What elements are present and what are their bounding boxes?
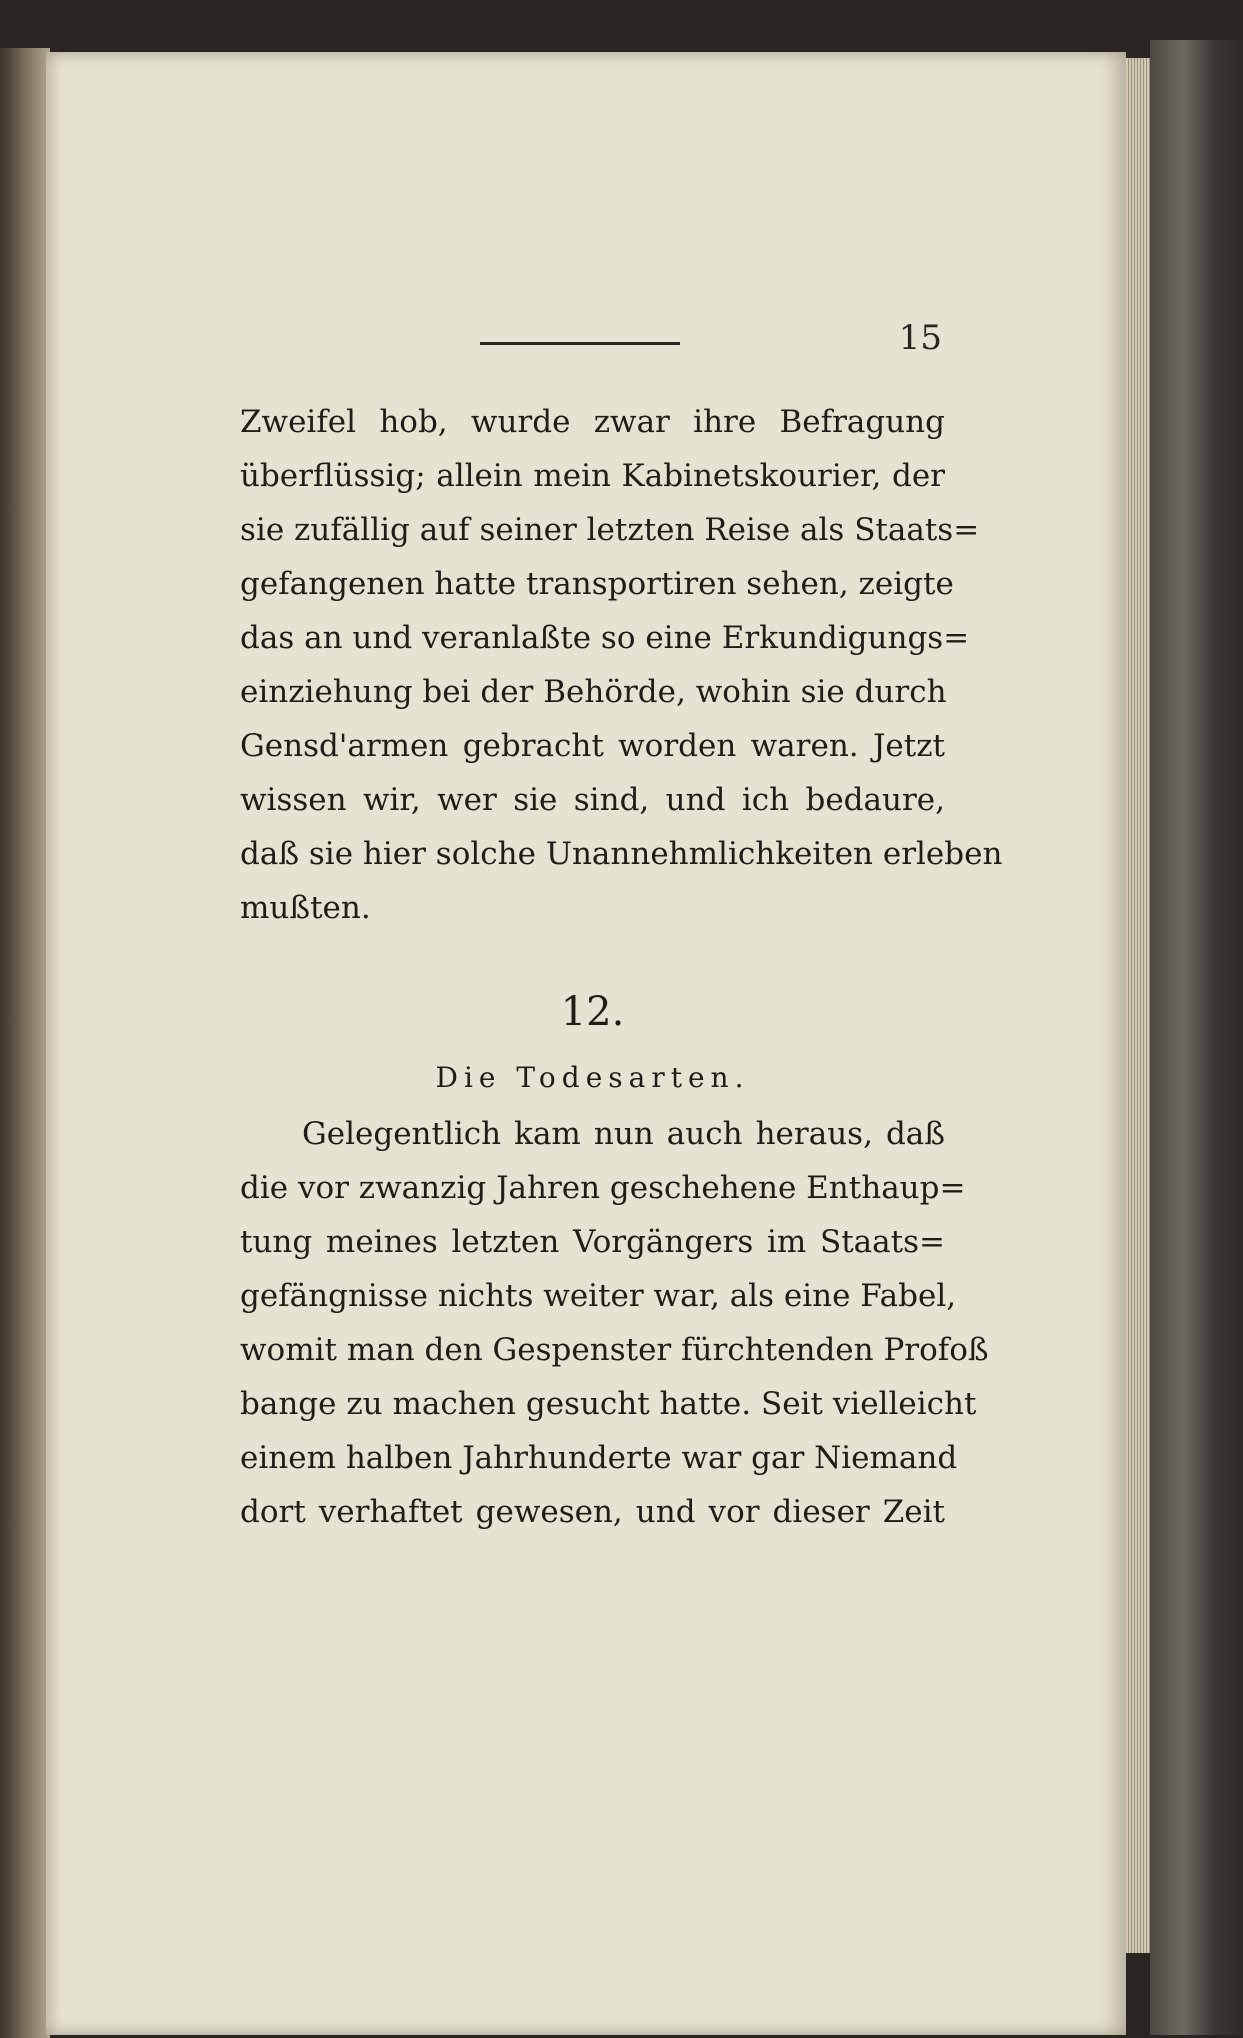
text-line: Zweifel hob, wurde zwar ihre Befragung <box>240 404 945 440</box>
header-rule <box>480 342 680 345</box>
page-number: 15 <box>898 318 942 358</box>
left-page-edge <box>0 48 50 2038</box>
text-line: bange zu machen gesucht hatte. Seit vielleicht <box>240 1386 977 1422</box>
section-title: Die Todesarten. <box>435 1061 750 1094</box>
paragraph-1 <box>240 395 1003 935</box>
text-line: die vor zwanzig Jahren geschehene Enthaup= <box>240 1170 966 1206</box>
text-line: überflüssig; allein mein Kabinetskourier, der <box>240 458 945 494</box>
text-line: womit man den Gespenster fürchtenden Profoß <box>240 1332 989 1368</box>
text-line: tung meines letzten Vorgängers im Staats= <box>240 1224 945 1260</box>
page-header <box>480 318 950 368</box>
text-line: Gensd'armen gebracht worden waren. Jetzt <box>240 728 945 764</box>
page-edges <box>1126 58 1152 1953</box>
book-cover <box>1150 40 1243 2035</box>
text-line: Gelegentlich kam nun auch heraus, daß <box>302 1116 945 1152</box>
text-line: das an und veranlaßte so eine Erkundigungs= <box>240 620 970 656</box>
text-line: gefangenen hatte transportiren sehen, zeigte <box>240 566 954 602</box>
section-number: 12. <box>560 989 625 1035</box>
text-line: gefängnisse nichts weiter war, als eine Fabel, <box>240 1278 957 1314</box>
text-line: wissen wir, wer sie sind, und ich bedaure, <box>240 782 945 818</box>
text-line: dort verhaftet gewesen, und vor dieser Zeit <box>240 1494 945 1530</box>
text-line: mußten. <box>240 890 371 926</box>
text-line: daß sie hier solche Unannehmlichkeiten erleben <box>240 836 1003 872</box>
text-line: sie zufällig auf seiner letzten Reise als Staats= <box>240 512 980 548</box>
paragraph-2 <box>240 1107 989 1539</box>
text-line: einziehung bei der Behörde, wohin sie durch <box>240 674 947 710</box>
page-text <box>240 395 1003 1539</box>
text-line: einem halben Jahrhunderte war gar Niemand <box>240 1440 958 1476</box>
